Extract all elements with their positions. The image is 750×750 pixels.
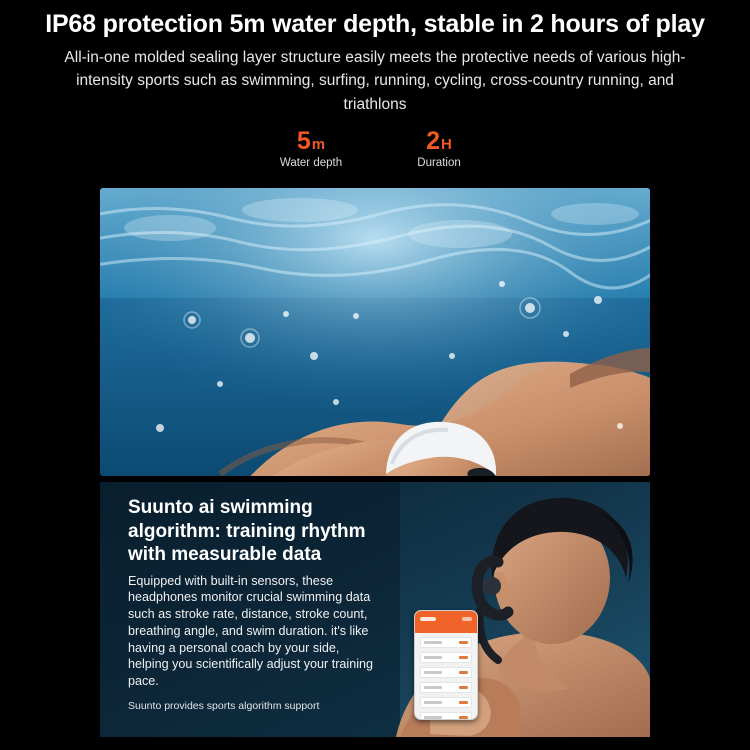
- panel-footnote: Suunto provides sports algorithm support: [128, 700, 320, 712]
- phone-header-pill: [420, 617, 436, 621]
- phone-data-row: [420, 637, 472, 648]
- swimmer-photo: [100, 188, 650, 476]
- phone-data-row: [420, 652, 472, 663]
- header-block: [0, 0, 750, 169]
- spec-duration-value: 2H: [426, 126, 452, 155]
- phone-data-row: [420, 682, 472, 693]
- phone-header-pill-secondary: [462, 617, 472, 621]
- phone-mockup: [414, 610, 478, 720]
- spec-water-depth-value: 5m: [296, 126, 326, 155]
- spec-water-depth: [268, 128, 354, 169]
- spec-water-depth-label: Water depth: [279, 157, 343, 169]
- page-subtitle: All-in-one molded sealing layer structure easily meets the protective needs of various high-intensity sports such as swimming, surfing, running, cycling, cross-country running, and triathlons: [64, 49, 686, 113]
- phone-data-row: [420, 697, 472, 708]
- panel-text-block: [128, 496, 376, 690]
- panel-title: Suunto ai swimming algorithm: training rhythm with measurable data: [128, 497, 366, 566]
- spec-duration-label: Duration: [417, 157, 461, 169]
- phone-app-header: [415, 611, 477, 633]
- spec-duration: [396, 128, 482, 169]
- page-title: IP68 protection 5m water depth, stable in 2 hours of play: [45, 10, 705, 38]
- spec-row: [40, 128, 710, 169]
- algorithm-panel: [100, 482, 650, 737]
- phone-data-row: [420, 667, 472, 678]
- phone-data-row: [420, 712, 472, 720]
- panel-description: Equipped with built-in sensors, these headphones monitor crucial swimming data such as stroke rate, distance, stroke count, breathing angle, and swim duration. it's like having a personal coach by your side, helping you scientifically adjust your training pace.: [128, 573, 374, 689]
